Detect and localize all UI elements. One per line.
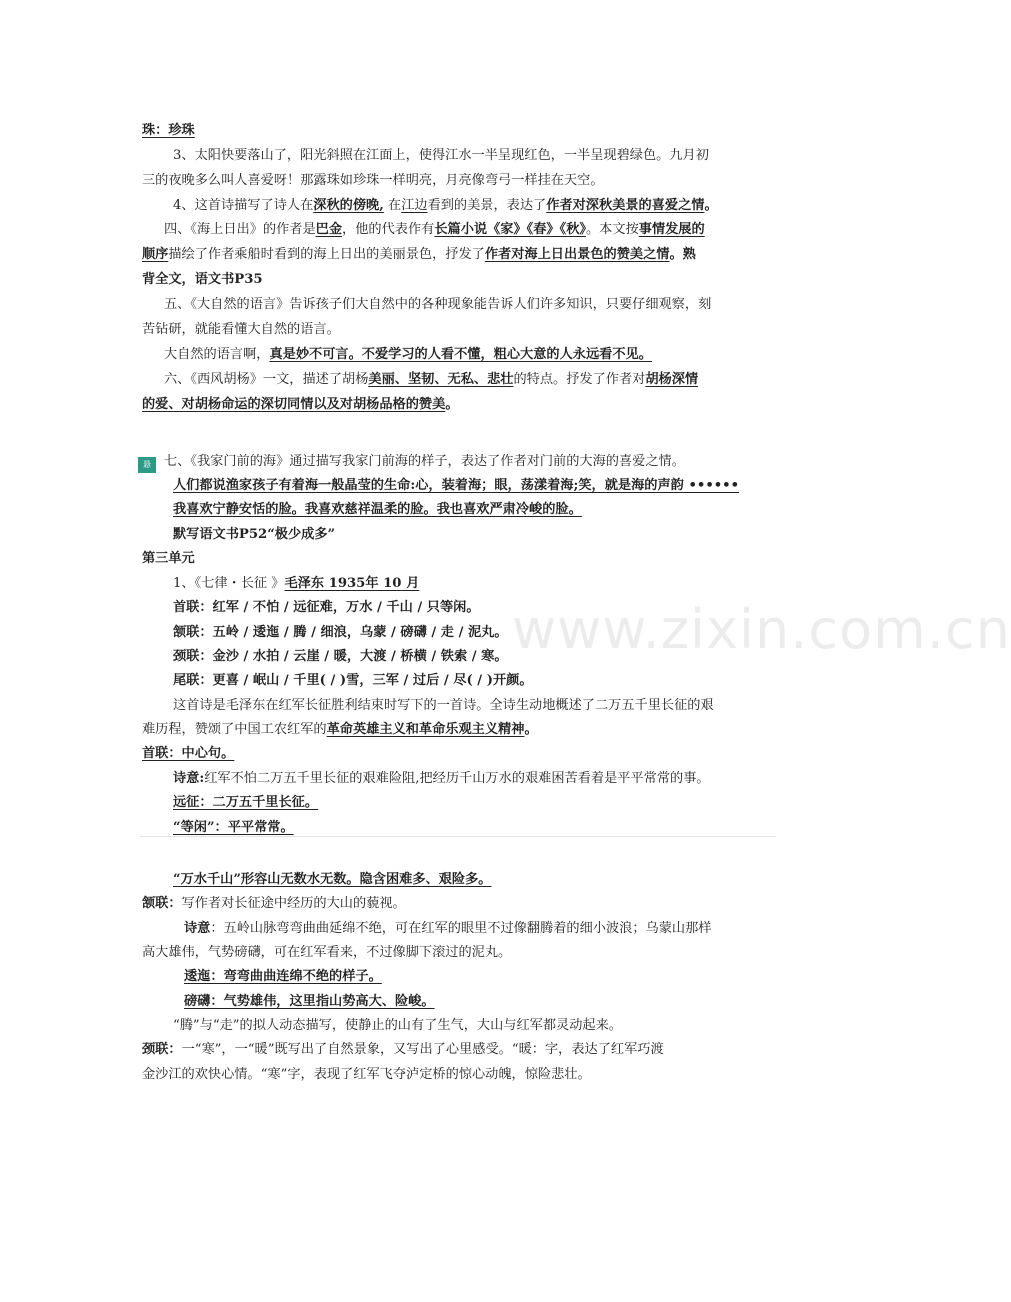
line-23: 这首诗是毛泽东在红军长征胜利结束时写下的一首诗。全诗生动地概述了二万五千里长征的艰: [173, 698, 714, 713]
line-35: “腾”与“走”的拟人动态描写，使静止的山有了生气，大山与红军都灵动起来。: [173, 1018, 622, 1033]
line-25: 首联：中心句。: [142, 746, 235, 761]
line-3: 三的夜晚多么叫人喜爱呀！那露珠如珍珠一样明亮，月亮像弯弓一样挂在天空。: [142, 173, 604, 188]
line-20: 颔联：五岭 / 逶迤 / 腾 / 细浪，乌蒙 / 磅礴 / 走 / 泥丸。: [173, 625, 508, 640]
line-12: 的爱、对胡杨命运的深切同情以及对胡杨品格的赞美。: [142, 397, 459, 412]
line-28: “等闲”：平平常常。: [173, 820, 294, 835]
line-34: 磅礴：气势雄伟，这里指山势高大、险峻。: [184, 994, 435, 1009]
line-22: 尾联：更喜 / 岷山 / 千里( / )雪，三军 / 过后 / 尽( / )开颜。: [173, 673, 533, 688]
line-13: 七、《我家门前的海》通过描写我家门前海的样子，表达了作者对门前的大海的喜爱之情。: [164, 454, 685, 469]
line-10: 大自然的语言啊，真是妙不可言。不爱学习的人看不懂，粗心大意的人永远看不见。: [164, 347, 652, 362]
line-16: 默写语文书P52“极少成多”: [173, 527, 336, 542]
line-36: 颈联：一“寒”，一“暖”既写出了自然景象，又写出了心里感受。“暖：字，表达了红军巧渡: [142, 1042, 664, 1057]
line-26: 诗意:红军不怕二万五千里长征的艰难险阻,把经历千山万水的艰难困苦看着是平平常常的事。: [173, 771, 710, 786]
line-9: 苦钻研，就能看懂大自然的语言。: [142, 322, 340, 337]
line-15: 我喜欢宁静安恬的脸。我喜欢慈祥温柔的脸。我也喜欢严肃冷峻的脸。: [173, 502, 582, 517]
line-5: 四、《海上日出》的作者是巴金，他的代表作有长篇小说《家》《春》《秋》。本文按事情发展的: [164, 222, 705, 237]
line-14: 人们都说渔家孩子有着海一般晶莹的生命:心，装着海；眼，荡漾着海;笑，就是海的声韵 ••••••: [173, 478, 740, 493]
line-7: 背全文，语文书P35: [142, 272, 263, 287]
line-30: 颔联：写作者对长征途中经历的大山的藐视。: [142, 896, 406, 911]
line-4: 4、这首诗描写了诗人在深秋的傍晚, 在江边看到的美景，表达了作者对深秋美景的喜爱之情。: [173, 198, 718, 213]
line-18: 1、《七律・长征 》毛泽东 1935年 10 月: [173, 576, 420, 591]
line-2: 3、太阳快要落山了，阳光斜照在江面上，使得江水一半呈现红色，一半呈现碧绿色。九月初: [173, 148, 709, 163]
line-8: 五、《大自然的语言》告诉孩子们大自然中的各种现象能告诉人们许多知识，只要仔细观察，刻: [164, 297, 712, 312]
line-27: 远征：二万五千里长征。: [173, 795, 319, 810]
line-6: 顺序描绘了作者乘船时看到的海上日出的美丽景色，抒发了作者对海上日出景色的赞美之情。熟: [142, 247, 696, 262]
line-29: “万水千山”形容山无数水无数。隐含困难多、艰险多。: [173, 872, 492, 887]
line-19: 首联：红军 / 不怕 / 远征难，万水 / 千山 / 只等闲。: [173, 600, 480, 615]
line-17: 第三单元: [142, 551, 195, 566]
line-1: 珠：珍珠: [142, 123, 195, 138]
line-37: 金沙江的欢快心情。“寒”字，表现了红军飞夺泸定桥的惊心动魄，惊险悲壮。: [142, 1067, 591, 1082]
side-tag: 悬: [138, 457, 156, 473]
page-break-rule: [140, 836, 776, 837]
line-32: 高大雄伟，气势磅礴，可在红军看来，不过像脚下滚过的泥丸。: [142, 945, 512, 960]
watermark: www.zixin.com.cn: [512, 598, 1011, 661]
line-21: 颈联：金沙 / 水拍 / 云崖 / 暖，大渡 / 桥横 / 铁索 / 寒。: [173, 649, 508, 664]
line-31: 诗意：五岭山脉弯弯曲曲延绵不绝，可在红军的眼里不过像翻腾着的细小波浪；乌蒙山那样: [184, 921, 712, 936]
line-24: 难历程，赞颂了中国工农红军的革命英雄主义和革命乐观主义精神。: [142, 722, 538, 737]
line-11: 六、《西风胡杨》一文，描述了胡杨美丽、坚韧、无私、悲壮的特点。抒发了作者对胡杨深情: [164, 372, 699, 387]
line-33: 逶迤：弯弯曲曲连绵不绝的样子。: [184, 969, 382, 984]
